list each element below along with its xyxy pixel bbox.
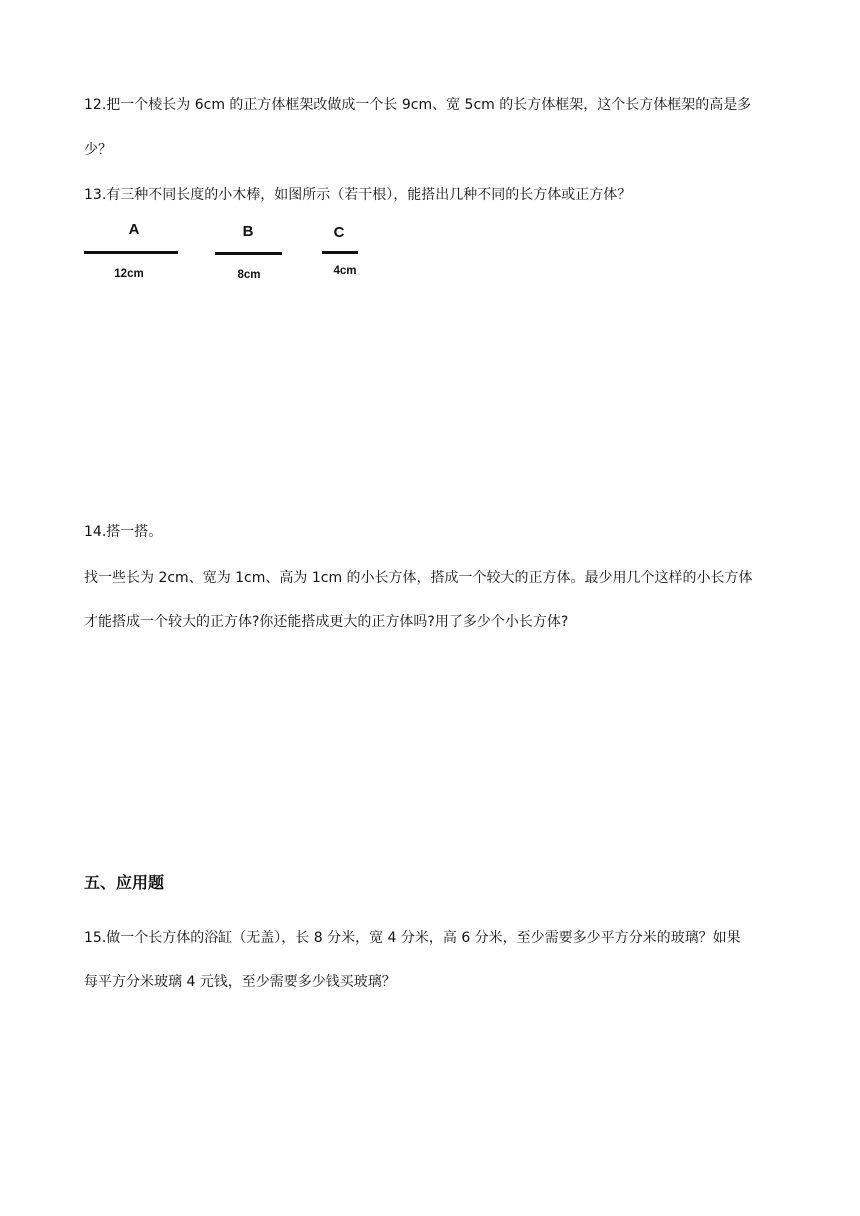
- q12-text-line1: 12.把一个棱长为 6cm 的正方体框架改做成一个长 9cm、宽 5cm 的长方体框架，这个长方体框架的高是多: [84, 97, 752, 113]
- q14-text-line2: 才能搭成一个较大的正方体?你还能搭成更大的正方体吗?用了多少个小长方体?: [84, 614, 569, 630]
- q15-text-line2: 每平方分米玻璃 4 元钱，至少需要多少钱买玻璃？: [84, 974, 396, 990]
- stick-c-bar: [322, 251, 358, 254]
- stick-a-bar: [84, 251, 178, 254]
- q15-text-line1: 15.做一个长方体的浴缸（无盖），长 8 分米，宽 4 分米，高 6 分米，至少需要多少平方分米的玻璃？如果: [84, 930, 741, 946]
- q14-text-line1: 找一些长为 2cm、宽为 1cm、高为 1cm 的小长方体，搭成一个较大的正方体。最少用几个这样的小长方体: [84, 570, 753, 586]
- stick-a-letter: A: [128, 221, 140, 238]
- section-heading: 五、应用题: [84, 873, 165, 892]
- stick-b-length: 8cm: [237, 269, 261, 281]
- q12-text-line2: 少？: [84, 142, 112, 158]
- stick-c-letter: C: [333, 224, 345, 241]
- stick-c-length: 4cm: [333, 265, 357, 277]
- stick-a-length: 12cm: [114, 268, 144, 280]
- q14-title: 14.搭一搭。: [84, 524, 163, 540]
- stick-b-bar: [215, 252, 282, 255]
- stick-b-letter: B: [242, 223, 254, 240]
- q13-text: 13.有三种不同长度的小木棒，如图所示（若干根），能搭出几种不同的长方体或正方体？: [84, 187, 632, 203]
